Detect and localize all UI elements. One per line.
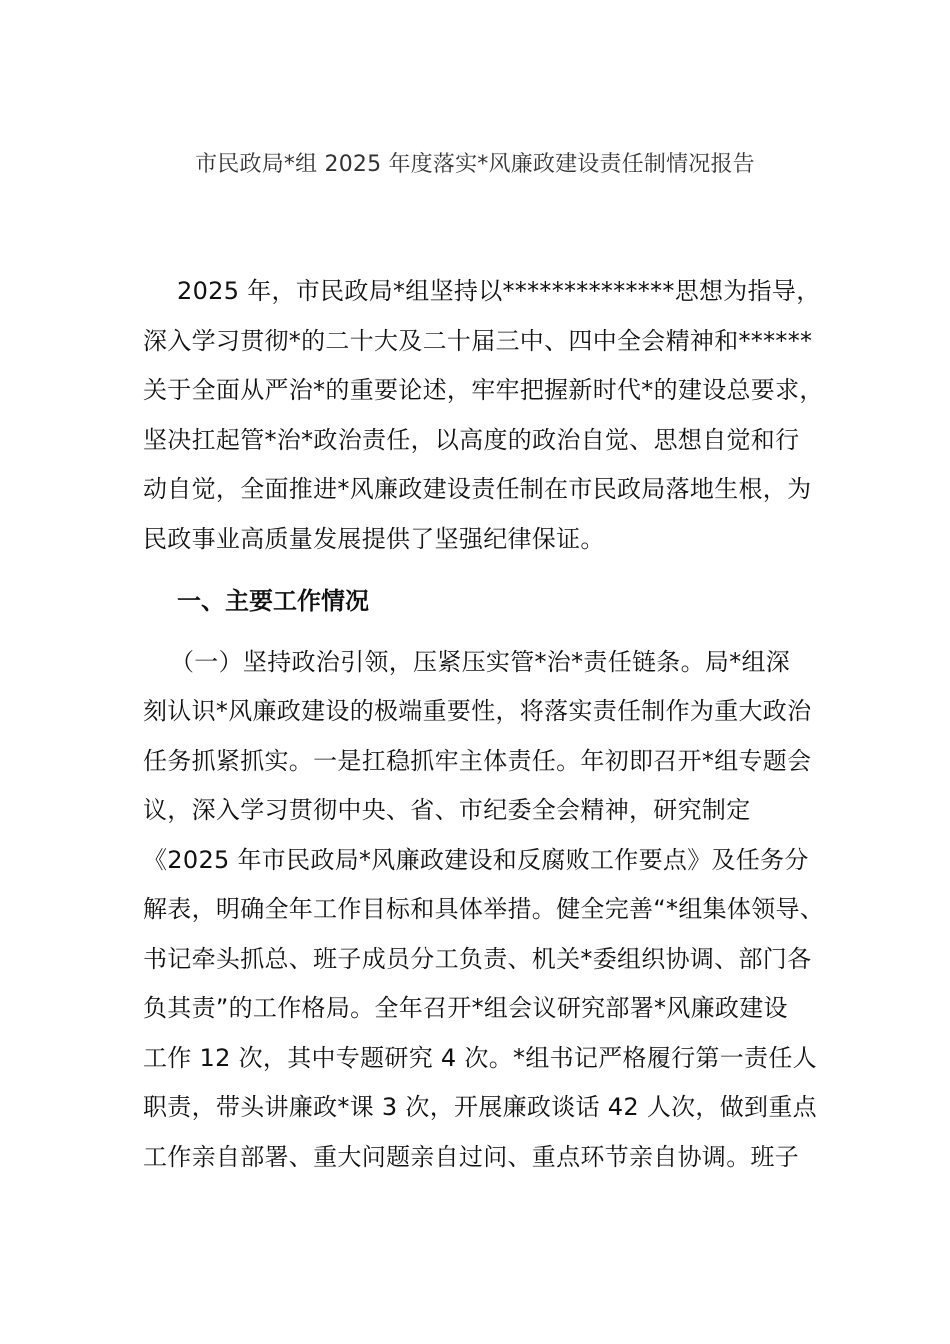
section-line: 刻认识*风廉政建设的极端重要性，将落实责任制作为重大政治 <box>143 697 812 725</box>
section-line: 工作 12 次，其中专题研究 4 次。*组书记严格履行第一责任人 <box>143 1044 817 1072</box>
section-line: 议，深入学习贯彻中央、省、市纪委全会精神，研究制定 <box>143 796 751 824</box>
section-heading: 一、主要工作情况 <box>177 587 369 615</box>
section-line: 《2025 年市民政局*风廉政建设和反腐败工作要点》及任务分 <box>143 846 809 874</box>
intro-line: 关于全面从严治*的重要论述，牢牢把握新时代*的建设总要求， <box>143 376 824 404</box>
intro-line: 民政事业高质量发展提供了坚强纪律保证。 <box>143 525 605 553</box>
intro-line: 2025 年，市民政局*组坚持以**************思想为指导， <box>177 277 821 305</box>
section-line: （一）坚持政治引领，压紧压实管*治*责任链条。局*组深 <box>170 648 791 676</box>
section-line: 负其责”的工作格局。全年召开*组会议研究部署*风廉政建设 <box>143 994 788 1022</box>
intro-line: 深入学习贯彻*的二十大及二十届三中、四中全会精神和****** <box>143 327 813 355</box>
intro-line: 动自觉，全面推进*风廉政建设责任制在市民政局落地生根，为 <box>143 475 812 503</box>
section-line: 解表，明确全年工作目标和具体举措。健全完善“*组集体领导、 <box>143 895 825 923</box>
section-line: 职责，带头讲廉政*课 3 次，开展廉政谈话 42 人次，做到重点 <box>143 1093 817 1121</box>
section-line: 书记牵头抓总、班子成员分工负责、机关*委组织协调、部门各 <box>143 945 812 973</box>
intro-line: 坚决扛起管*治*政治责任，以高度的政治自觉、思想自觉和行 <box>143 426 800 454</box>
section-line: 工作亲自部署、重大问题亲自过问、重点环节亲自协调。班子 <box>143 1143 800 1171</box>
section-line: 任务抓紧抓实。一是扛稳抓牢主体责任。年初即召开*组专题会 <box>143 747 812 775</box>
document-title: 市民政局*组 2025 年度落实*风廉政建设责任制情况报告 <box>195 152 755 177</box>
